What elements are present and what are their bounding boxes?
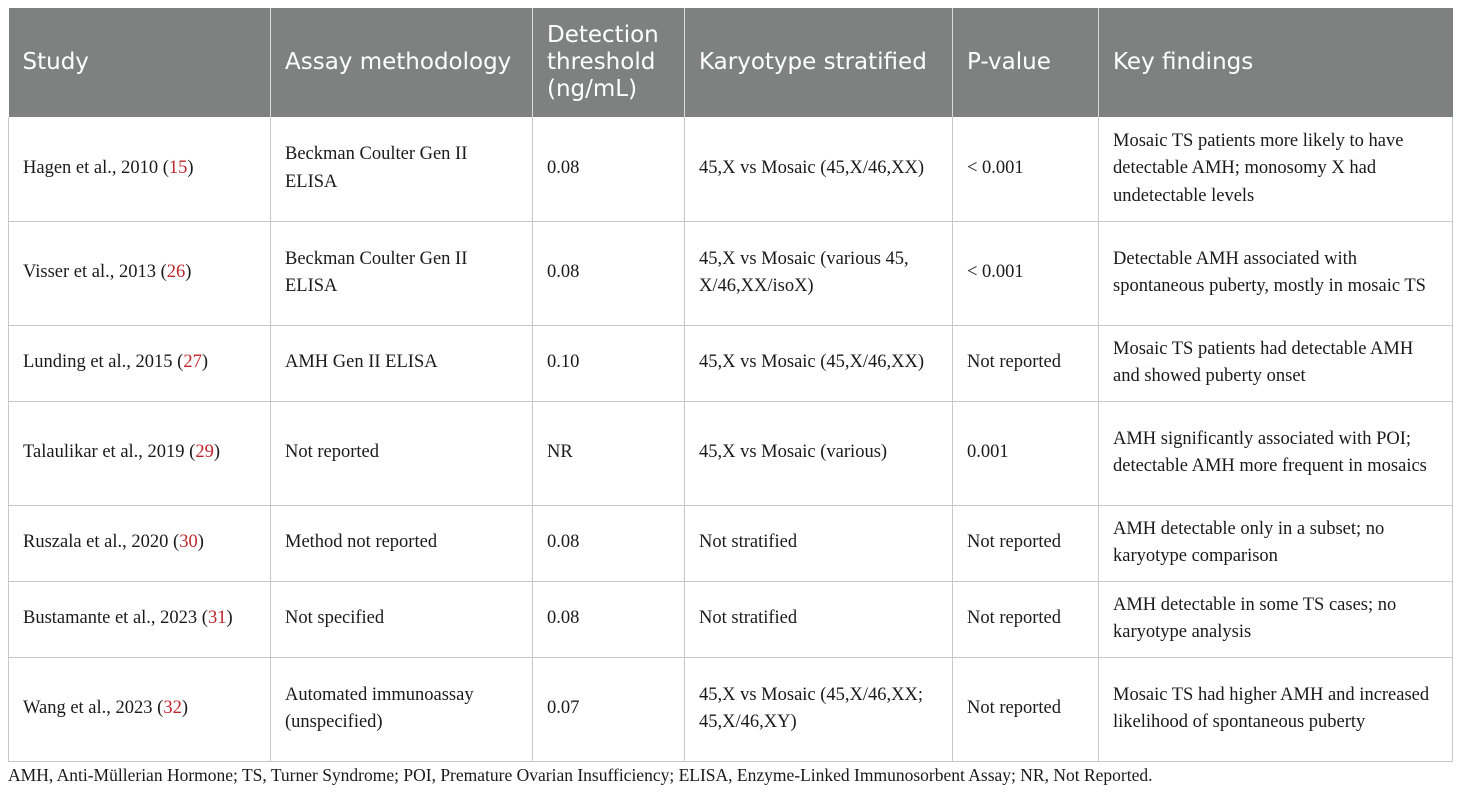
reference-link[interactable]: 27 (183, 352, 202, 373)
threshold-cell: 0.10 (533, 325, 685, 401)
threshold-cell: 0.07 (533, 657, 685, 761)
column-header-karyotype: Karyotype stratified (685, 8, 953, 117)
p-value-cell: 0.001 (953, 401, 1099, 505)
findings-cell: AMH significantly associated with POI; detectable AMH more frequent in mosaics (1099, 401, 1453, 505)
reference-link[interactable]: 26 (166, 262, 186, 283)
assay-cell: AMH Gen II ELISA (271, 325, 533, 401)
p-value-cell: Not reported (953, 325, 1099, 401)
study-name: Visser et al., 2013 ( (23, 262, 167, 283)
study-cell: Ruszala et al., 2020 (30) (9, 505, 271, 581)
threshold-cell: 0.08 (533, 221, 685, 325)
karyotype-cell: 45,X vs Mosaic (45,X/46,XX; 45,X/46,XY) (685, 657, 953, 761)
assay-cell: Not specified (271, 581, 533, 657)
findings-cell: AMH detectable only in a subset; no karyotype comparison (1099, 505, 1453, 581)
threshold-cell: NR (533, 401, 685, 505)
assay-cell: Beckman Coulter Gen II ELISA (271, 117, 533, 221)
table-row (9, 325, 1453, 401)
table-footnote: AMH, Anti-Müllerian Hormone; TS, Turner Syndrome; POI, Premature Ovarian Insufficiency; ELISA, Enzyme-Linked Immunosorbent Assay; NR, Not Reported. (8, 765, 1153, 785)
column-header-p-value: P-value (953, 8, 1099, 117)
column-header-threshold: Detection threshold (ng/mL) (533, 8, 685, 117)
table-container (8, 8, 1452, 762)
findings-cell: Mosaic TS patients more likely to have detectable AMH; monosomy X had undetectable levels (1099, 117, 1453, 221)
study-name: Wang et al., 2023 ( (23, 698, 164, 719)
table-row (9, 221, 1453, 325)
findings-cell: Detectable AMH associated with spontaneous puberty, mostly in mosaic TS (1099, 221, 1453, 325)
karyotype-cell: Not stratified (685, 505, 953, 581)
karyotype-cell: Not stratified (685, 581, 953, 657)
findings-cell: Mosaic TS patients had detectable AMH and showed puberty onset (1099, 325, 1453, 401)
reference-link[interactable]: 30 (179, 532, 198, 553)
table-row (9, 401, 1453, 505)
findings-cell: Mosaic TS had higher AMH and increased likelihood of spontaneous puberty (1099, 657, 1453, 761)
header-row (9, 8, 1453, 117)
threshold-cell: 0.08 (533, 117, 685, 221)
p-value-cell: Not reported (953, 581, 1099, 657)
study-cell: Talaulikar et al., 2019 (29) (9, 401, 271, 505)
reference-link[interactable]: 15 (168, 158, 188, 178)
reference-link[interactable]: 29 (195, 442, 214, 463)
p-value-cell: Not reported (953, 657, 1099, 761)
column-header-study: Study (9, 8, 271, 117)
threshold-cell: 0.08 (533, 505, 685, 581)
study-cell: Lunding et al., 2015 (27) (9, 325, 271, 401)
assay-cell: Not reported (271, 401, 533, 505)
karyotype-cell: 45,X vs Mosaic (various 45, X/46,XX/isoX) (685, 221, 953, 325)
table-row (9, 657, 1453, 761)
p-value-cell: < 0.001 (953, 221, 1099, 325)
reference-link[interactable]: 32 (163, 698, 182, 719)
study-name: Bustamante et al., 2023 ( (23, 608, 208, 629)
assay-cell: Method not reported (271, 505, 533, 581)
karyotype-cell: 45,X vs Mosaic (45,X/46,XX) (685, 325, 953, 401)
column-header-assay: Assay methodology (271, 8, 533, 117)
study-cell: Wang et al., 2023 (32) (9, 657, 271, 761)
study-cell: Visser et al., 2013 (26) (9, 221, 271, 325)
threshold-cell: 0.08 (533, 581, 685, 657)
reference-link[interactable]: 31 (207, 608, 227, 629)
karyotype-cell: 45,X vs Mosaic (45,X/46,XX) (685, 117, 953, 221)
table-row (9, 581, 1453, 657)
study-name: Ruszala et al., 2020 ( (23, 532, 180, 553)
study-cell: Hagen et al., 2010 (15) (9, 117, 271, 221)
assay-cell: Automated immunoassay (unspecified) (271, 657, 533, 761)
p-value-cell: < 0.001 (953, 117, 1099, 221)
assay-cell: Beckman Coulter Gen II ELISA (271, 221, 533, 325)
study-cell: Bustamante et al., 2023 (31) (9, 581, 271, 657)
p-value-cell: Not reported (953, 505, 1099, 581)
karyotype-cell: 45,X vs Mosaic (various) (685, 401, 953, 505)
study-table (8, 8, 1453, 762)
column-header-findings: Key findings (1099, 8, 1453, 117)
table-row (9, 117, 1453, 221)
study-name: Hagen et al., 2010 ( (23, 158, 169, 178)
findings-cell: AMH detectable in some TS cases; no karyotype analysis (1099, 581, 1453, 657)
study-name: Talaulikar et al., 2019 ( (23, 442, 196, 463)
study-name: Lunding et al., 2015 ( (23, 352, 184, 373)
table-row (9, 505, 1453, 581)
